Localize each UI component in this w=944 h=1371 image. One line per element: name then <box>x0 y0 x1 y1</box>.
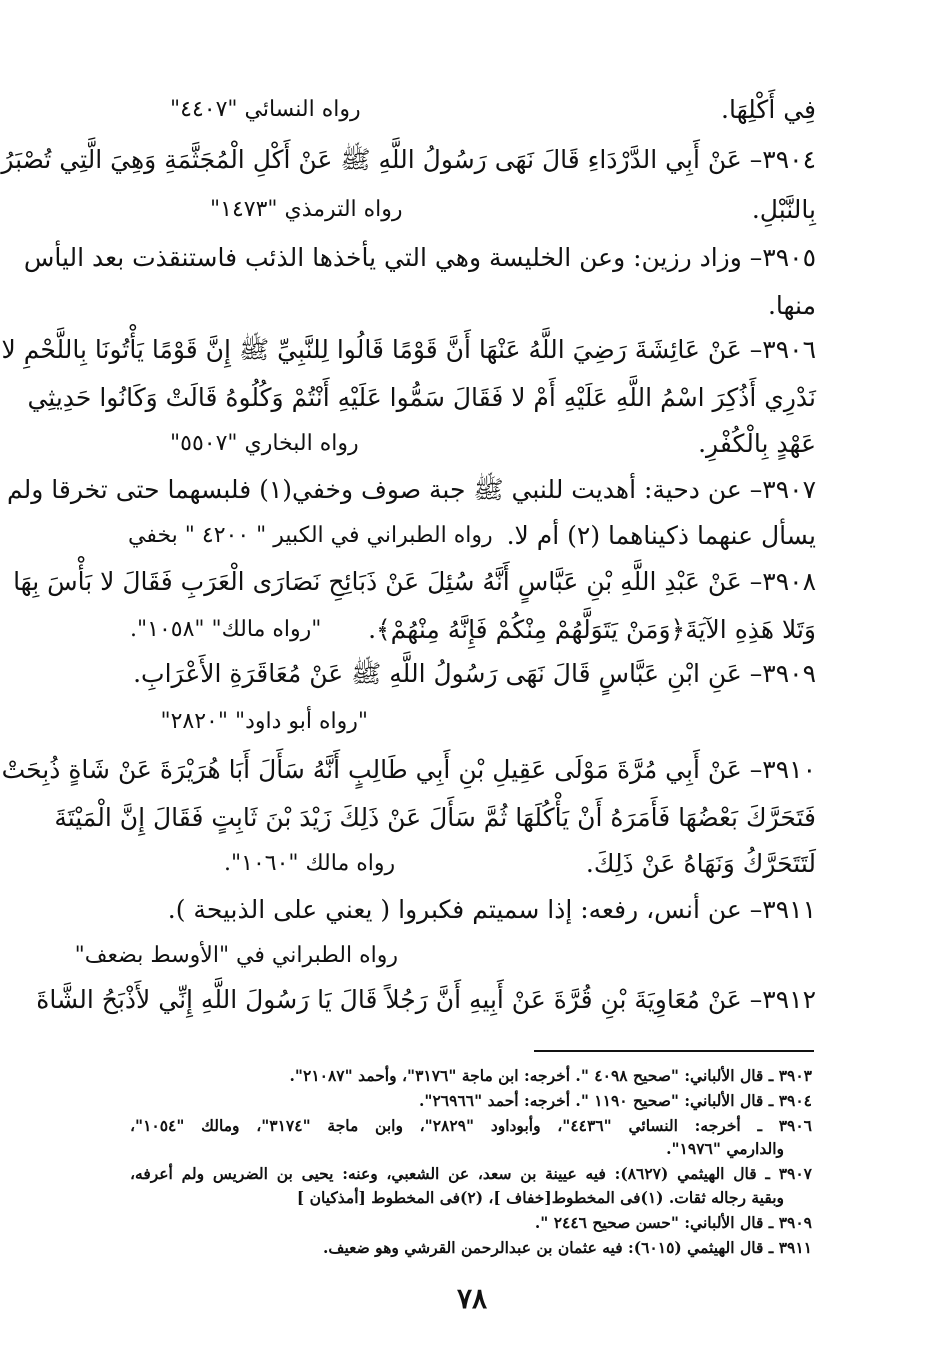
footnote-3: ٣٩٠٦ ـ أخرجه: النسائي "٤٤٣٦"، وأبوداود "٢٨٢٩"، وابن ماجة "٣١٧٤"، ومالك "١٠٥٤"، <box>130 1116 813 1135</box>
text-line-14-body: "رواه أبو داود" "٢٨٢٠" <box>160 709 368 734</box>
text-line-12-body: وَتَلا هَذِهِ الآيَةَ﴿وَمَنْ يَتَوَلَّهُمْ مِنْكُمْ فَإِنَّهُ مِنْهُمْ﴾. <box>368 615 816 644</box>
text-line-8-body: عَهْدٍ بِالْكُفْرِ. <box>698 429 816 458</box>
text-line-1-body: فِي أَكْلِهَا. <box>721 95 816 124</box>
text-line-17-body: لَتَتَحَرَّكُ وَنَهَاهُ عَنْ ذَلِكَ. <box>585 849 816 878</box>
footnote-2: ٣٩٠٤ ـ قال الألباني: "صحيح ١١٩٠ ". أخرجه: أحمد "٢٦٩٦٦". <box>419 1091 812 1110</box>
footnote-divider <box>534 1050 814 1052</box>
footnote-6: ٣٩١١ ـ قال الهيثمي (٦٠١٥): فيه عثمان بن عبدالرحمن القرشي وهو ضعيف. <box>323 1238 812 1257</box>
text-line-8-source: رواه البخاري "٥٥٠٧" <box>170 431 359 456</box>
text-line-5-body: منها. <box>767 291 816 320</box>
footnote-3-cont: والدارمي "١٩٧٦". <box>666 1139 784 1158</box>
text-line-15: ٣٩١٠– عَنْ أَبِي مُرَّةَ مَوْلَى عَقِيلِ بْنِ أَبِي طَالِبٍ أَنَّهُ سَأَلَ أَبَا هُرَيْرَةَ عَنْ شَاةٍ ذُبِحَتْ <box>1 755 816 784</box>
text-line-6: ٣٩٠٦– عَنْ عَائِشَةَ رَضِيَ اللَّهُ عَنْهَا أَنَّ قَوْمًا قَالُوا لِلنَّبِيِّ ﷺ إِنَّ قَوْمًا يَأْتُونَا بِاللَّحْمِ لا <box>1 335 816 364</box>
text-line-11: ٣٩٠٨– عَنْ عَبْدِ اللَّهِ بْنِ عَبَّاسٍ أَنَّهُ سُئِلَ عَنْ ذَبَائِحِ نَصَارَى الْعَرَبِ فَقَالَ لا بَأْسَ بِهَا <box>13 567 816 596</box>
text-line-10-body: يسأل عنهما ذكيناهما (٢) أم لا. <box>506 521 816 550</box>
text-line-19-body: رواه الطبراني في "الأوسط بضعف" <box>74 943 398 968</box>
text-line-16: فَتَحَرَّكَ بَعْضُهَا فَأَمَرَهُ أَنْ يَأْكُلَهَا ثُمَّ سَأَلَ عَنْ ذَلِكَ زَيْدَ بْنَ ثَابِتٍ فَقَالَ إِنَّ الْمَيْتَةَ <box>54 803 816 832</box>
text-line-2: ٣٩٠٤– عَنْ أَبِي الدَّرْدَاءِ قَالَ نَهَى رَسُولُ اللَّهِ ﷺ عَنْ أَكْلِ الْمُجَثَّمَةِ وَهِيَ الَّتِي تُصْبَرُ <box>1 145 816 174</box>
text-line-4: ٣٩٠٥– وزاد رزين: وعن الخليسة وهي التي يأخذها الذئب فاستنقذت بعد اليأس <box>23 243 816 272</box>
text-line-3-source: رواه الترمذي "١٤٧٣" <box>210 197 403 222</box>
text-line-7: نَدْرِي أَذُكِرَ اسْمُ اللَّهِ عَلَيْهِ أَمْ لا فَقَالَ سَمُّوا عَلَيْهِ أَنْتُمْ وَكُلُوهُ قَالَتْ وَكَانُوا حَدِيثِي <box>27 383 816 412</box>
text-line-13-body: ٣٩٠٩– عَنِ ابْنِ عَبَّاسٍ قَالَ نَهَى رَسُولُ اللَّهِ ﷺ عَنْ مُعَاقَرَةِ الأَعْرَابِ. <box>133 659 816 688</box>
text-line-12-source: "رواه مالك" "١٠٥٨". <box>130 617 322 642</box>
text-line-9: ٣٩٠٧– عن دحية: أهديت للنبي ﷺ جبة صوف وخفي(١) فلبسهما حتى تخرقا ولم <box>7 475 816 504</box>
text-line-3-body: بِالنَّبْلِ. <box>751 195 816 224</box>
footnote-4: ٣٩٠٧ ـ قال الهيثمي (٨٦٢٧): فيه عيينة بن سعد، عن الشعبي، وعنه: يحيى بن الضريس ولم أعرفه، <box>130 1164 812 1183</box>
footnote-1: ٣٩٠٣ ـ قال الألباني: "صحيح ٤٠٩٨ ". أخرجه: ابن ماجة "٣١٧٦"، وأحمد "٢١٠٨٧". <box>289 1066 812 1085</box>
text-line-1-source: رواه النسائي "٤٤٠٧" <box>170 97 361 122</box>
text-line-10-source: رواه الطبراني في الكبير " ٤٢٠٠ " بخفي <box>128 523 493 548</box>
text-line-17-source: رواه مالك "١٠٦٠". <box>224 851 396 876</box>
page-number: ٧٨ <box>456 1282 488 1315</box>
text-line-20: ٣٩١٢– عَنْ مُعَاوِيَةَ بْنِ قُرَّةَ عَنْ أَبِيهِ أَنَّ رَجُلاً قَالَ يَا رَسُولَ اللَّهِ إِنِّي لأَذْبَحُ الشَّاةَ <box>36 985 816 1014</box>
footnote-5: ٣٩٠٩ ـ قال الألباني: "حسن صحيح ٢٤٤٦ ". <box>534 1213 812 1232</box>
footnote-4-cont: وبقية رجاله ثقات. (١)فى المخطوط[خفاف ]، (٢)فى المخطوط [أمذكيان ] <box>296 1188 784 1207</box>
text-line-18-body: ٣٩١١– عن أنس، رفعه: إذا سميتم فكبروا ( يعني على الذبيحة ). <box>167 895 816 924</box>
